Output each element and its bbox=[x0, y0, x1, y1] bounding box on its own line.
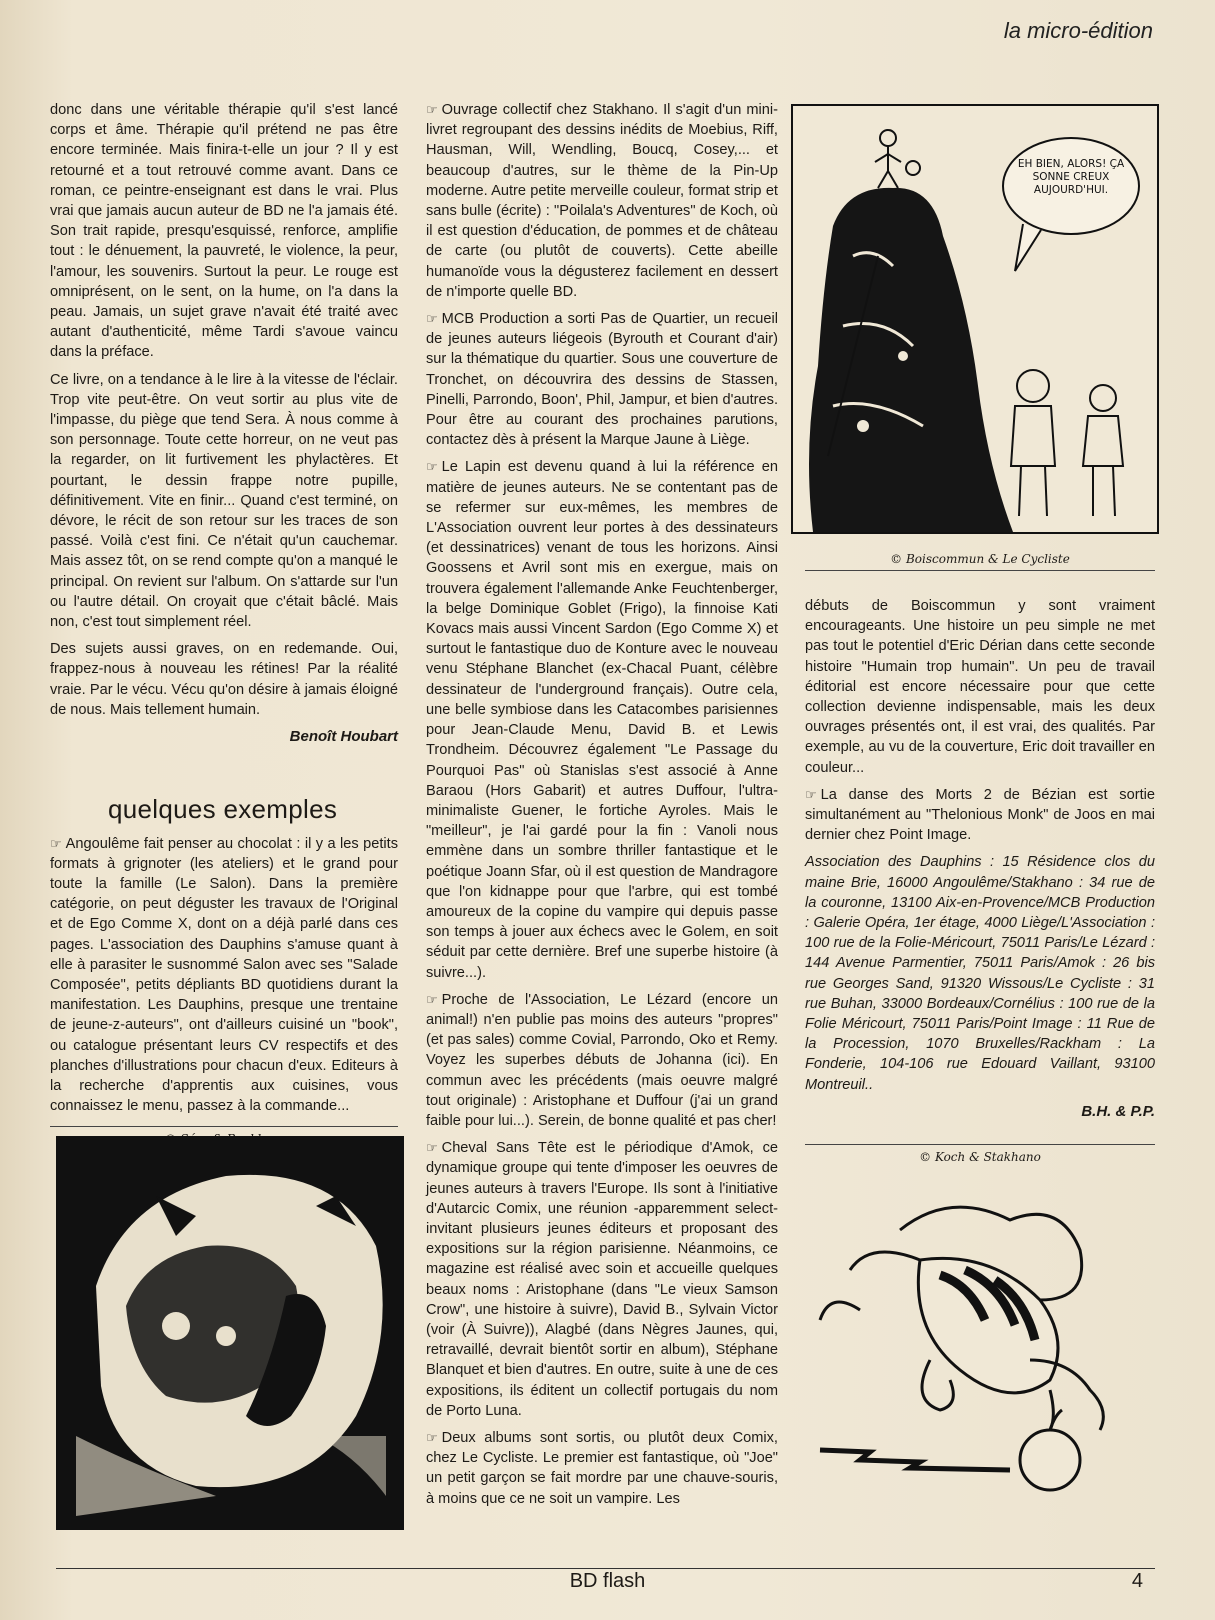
divider bbox=[805, 1144, 1155, 1145]
image-credit: © Koch & Stakhano bbox=[919, 1150, 1041, 1165]
bee-art bbox=[810, 1190, 1150, 1530]
address-list: Association des Dauphins : 15 Résidence clos du maine Brie, 16000 Angoulême/Stakhano : 34 rue de la couronne, 13100 Aix-en-Provence/MCB Production : Galerie Opéra, 1er étage, 4000 Liège/L'Association : 100 rue de la Folie-Méricourt, 75011 Paris/Le Lézard : 144 Avenue Parmentier, 75011 Paris/Amok : 26 bis rue Georges Sand, 91320 Wissous/Le Cycliste : 31 rue Buhan, 33000 Bordeaux/Cornélius : 100 rue de la Folie Méricourt, 75011 Paris/Point Image : 11 Rue de la Procession, 1070 Bruxelles/Rackham : La Fonderie, 104-106 rue Edouard Vaillant, 93100 Montreuil.. bbox=[805, 854, 1155, 1093]
magazine-title: BD flash bbox=[569, 1570, 646, 1592]
pointing-hand-icon: ☞ bbox=[805, 786, 817, 802]
paragraph: La danse des Morts 2 de Bézian est sortie simultanément au "Thelonious Monk" de Joos en mai dernier chez Point Image. bbox=[805, 786, 1155, 844]
divider bbox=[805, 570, 1155, 571]
bee-illustration bbox=[810, 1190, 1150, 1530]
comic-panel bbox=[791, 104, 1159, 534]
pointing-hand-icon: ☞ bbox=[426, 311, 438, 327]
column-middle bbox=[426, 100, 778, 1516]
paragraph: Angoulême fait penser au chocolat : il y a les petits formats à grignoter (les ateliers) et le grand pour toute la famille (Le Salon). Dans la première catégorie, on peut déguster les travaux de l'Original et de Ego Comme X, dont on a déjà parlé dans ces pages. L'association des Dauphins s'amuse quant à elle à parasiter le susnommé Salon avec ses "Salade Composée", petits dépliants BD quotidiens durant la manifestation. Les Dauphins, presque une trentaine de jeune-z-auteurs", ont d'ailleurs cuisiné un "book", ou catalogue présentant leurs CV respectifs et des planches d'illustrations pour chacun d'eux. Editeurs à la recherche d'apprentis aux cuisines, vous connaissez le menu, passez à la commande... bbox=[50, 835, 398, 1115]
column-right bbox=[805, 596, 1155, 1167]
paragraph: donc dans une véritable thérapie qu'il s'est lancé corps et âme. Thérapie qu'il prétend ne pas être encore terminée. Mais finira-t-elle un jour ? Il y est retourné et a tout retrouvé comme avant. Dans ce roman, ce peintre-enseignant est dans le vrai. Plus vrai que jamais aucun auteur de BD ne l'a jamais été. Son trait rapide, presqu'esquissé, renforce, amplifie tout : le dénuement, la pauvreté, le violence, la peur, l'amour, les souvenirs. Surtout la peur. Le rouge est omniprésent, on le sent, on la hume, on l'a dans la peau. Jamais, un sujet grave n'avait été traité avec autant d'authenticité, même Tardi s'avoue vaincu dans la préface. bbox=[50, 102, 398, 361]
paragraph: Cheval Sans Tête est le périodique d'Amok, ce dynamique groupe qui tente d'imposer les oeuvres de jeunes auteurs à travers l'Europe. Ils sont à l'initiative d'Autarcic Comix, une réunion -apparemment select- invitant plusieurs jeunes éditeurs et proposant des expositions sur la région parisienne. Néanmoins, ce magazine est réalisé avec soin et accueille quelques beaux noms : Aristophane (dans "Le vieux Samson Crow", une histoire à suivre), David B., Sylvain Victor (voir (À Suivre)), Alagbé (dans Nègres Jaunes, qui, retravaillé, devrait bientôt sortir en album), Stéphane Blanquet et bien d'autres. En outre, suite à une de ces expositions, ils éditent un collectif portugais du nom de Porto Luna. bbox=[426, 1140, 778, 1419]
paragraph: Proche de l'Association, Le Lézard (encore un animal!) n'en publie pas moins des auteurs "propres" (et pas sales) comme Covial, Parrondo, Oko et Remy. Voyez les superbes débuts de Johanna (ici). En commun avec les précédents (mais oeuvre malgré tout originale) : Aristophane et Duffour (j'ai un grand faible pour lui...). Serein, de bonne qualité et pas cher! bbox=[426, 991, 778, 1129]
comic-art bbox=[793, 106, 1157, 532]
paragraph: Des sujets aussi graves, on en redemande. Oui, frappez-nous à nouveau les rétines! Par la réalité vraie. Par le vécu. Vécu qu'on désire à jamais éloigné de nous. Mais tellement humain. bbox=[50, 641, 398, 718]
divider bbox=[50, 1126, 398, 1127]
pointing-hand-icon: ☞ bbox=[426, 1430, 438, 1445]
paragraph: Deux albums sont sortis, ou plutôt deux Comix, chez Le Cycliste. Le premier est fantastique, où "Joe" un petit garçon se fait mordre par une chauve-souris, à moins que ce ne soit un vampire. Les bbox=[426, 1430, 778, 1507]
footer-rule bbox=[56, 1568, 1155, 1569]
pointing-hand-icon: ☞ bbox=[426, 102, 438, 117]
illustration-art bbox=[56, 1136, 404, 1530]
author-signature: B.H. & P.P. bbox=[1081, 1102, 1155, 1120]
section-header: la micro-édition bbox=[1003, 18, 1153, 43]
paragraph: Le Lapin est devenu quand à lui la référence en matière de jeunes auteurs. Ne se contentant pas de se refermer sur eux-mêmes, les membres de L'Association ouvrent leur portes à des dessinateurs (et dessinatrices) venant de tous les horizons. Ainsi Goossens et Avril sont mis en exergue, mais on trouvera également l'allemande Anke Feuchtenberger, la belge Dominique Goblet (Frigo), la finnoise Kati Kovacs mais aussi Vincent Sardon (Ego Comme X) et surtout le fantastique duo de Konture avec le nouveau venu Stéphane Blanchet (ex-Chacal Puant, célèbre dessinateur de l'underground français). Outre cela, une belle symbiose dans les Catacombes parisiennes pour Jean-Claude Menu, David B. et Lewis Trondheim. Découvrez également "Le Passage du Pourquoi Pas" où Stanislas s'est associé à Anne Baraou (Hors Gabarit) et autres Duffour, l'ultra-minimaliste Guener, le fortiche Ayroles. Mais le "meilleur", je l'ai gardé pour la fin : Vanoli nous emmène dans un sombre thriller fantastique et le poétique Joann Sfar, où il est question de Mandragore que l'on kidnappe pour que l'arbre, qui est tombé amoureux de la copine du vampire qui depuis passe son temps à jouer aux échecs avec le Golem, en soit séduit par cette dernière. Bref une superbe histoire (à suivre...). bbox=[426, 459, 778, 981]
paragraph: Ouvrage collectif chez Stakhano. Il s'agit d'un mini-livret regroupant des dessins inédits de Moebius, Riff, Hausman, Will, Wendling, Boucq, Cosey,... et beaucoup d'autres, sur le thème de la Pin-Up moderne. Autre petite merveille couleur, format strip et sans bulle (écrite) : "Poilala's Adventures" de Koch, où il est question d'éducation, de pommes et de château de carte (ou plutôt de couverts). Cette abeille humanoïde vous la dégusterez facilement en dessert de n'importe quelle BD. bbox=[426, 102, 778, 300]
pointing-hand-icon: ☞ bbox=[426, 459, 438, 475]
page-number: 4 bbox=[1131, 1570, 1143, 1592]
pointing-hand-icon: ☞ bbox=[426, 991, 438, 1007]
image-credit: © Boiscommun & Le Cycliste bbox=[890, 552, 1070, 566]
speech-bubble-text: EH BIEN, ALORS! ÇA SONNE CREUX AUJOURD'HUI. bbox=[1017, 158, 1125, 196]
paragraph: Ce livre, on a tendance à le lire à la vitesse de l'éclair. Trop vite peut-être. On veut sortir au plus vite de l'impasse, du piège que tend Sera. À nous comme à son personnage. Toute cette horreur, on ne veut pas la regarder, on lit furtivement les phylactères. Et pourtant, le dessin frappe notre pupille, définitivement. Vite en finir... Quand c'est terminé, on dévore, le récit de son retour sur les traces de son passé. Voilà c'est fini. Ce n'était qu'un cauchemar. Mais assez tôt, on se rend compte qu'on a manqué le principal. On revient sur l'album. On s'attarde sur l'un ou l'autre détail. On croyait que c'était bâclé. Mais non, c'est tout simplement réel. bbox=[50, 371, 398, 631]
column-left bbox=[50, 100, 398, 1150]
woodcut-illustration bbox=[56, 1136, 404, 1530]
paragraph: MCB Production a sorti Pas de Quartier, un recueil de jeunes auteurs liégeois (Byrouth et Courant d'air) sur la thématique du quartier. Sous une couverture de Tronchet, on découvrira des dessins de Stassen, Pinelli, Parrondo, Boon', Phil, Jampur, et bien d'autres. Pour être au courant des prochaines parutions, contactez dès à présent la Marque Jaune à Liège. bbox=[426, 311, 778, 449]
section-title: quelques exemples bbox=[108, 794, 338, 825]
pointing-hand-icon: ☞ bbox=[50, 835, 62, 851]
paragraph: débuts de Boiscommun y sont vraiment encourageants. Une histoire un peu simple ne met pas tout le potentiel d'Eric Dérian dans cette seconde histoire "Humain trop humain". Un peu de travail éditorial est encore nécessaire pour que cette collection devienne indispensable, mais les deux ouvrages présentés ont, il est vrai, des qualités. Par exemple, au vu de la couverture, Eric doit travailler en couleur... bbox=[805, 598, 1155, 776]
author-signature: Benoît Houbart bbox=[289, 728, 398, 746]
pointing-hand-icon: ☞ bbox=[426, 1140, 438, 1156]
